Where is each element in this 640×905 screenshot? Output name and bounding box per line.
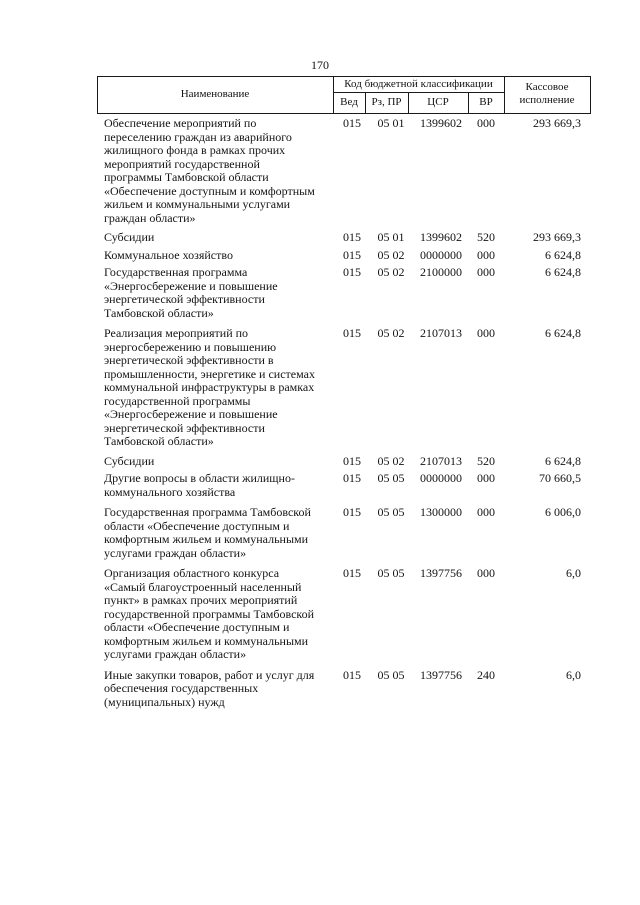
table-row	[0, 231, 640, 245]
row-name: Коммунальное хозяйство	[104, 247, 233, 262]
header-code-group: Код бюджетной классификации	[344, 78, 493, 90]
header-rz: Рз, ПР	[371, 96, 402, 108]
row-ved: 015	[343, 247, 361, 262]
row-ved: 015	[343, 230, 361, 244]
row-vr: 000	[477, 116, 495, 130]
row-name: Государственная программа «Энергосбережение и повышение энергетической эффективности Тамбовской области»	[104, 265, 278, 320]
row-vr: 000	[477, 326, 495, 340]
row-vr: 000	[477, 471, 495, 485]
row-rz: 05 01	[377, 230, 405, 244]
row-name: Иные закупки товаров, работ и услуг для обеспечения государственных (муниципальных) нужд	[104, 667, 315, 709]
row-kas: 293 669,3	[533, 230, 581, 244]
row-kas: 293 669,3	[533, 116, 581, 130]
row-csr: 1397756	[420, 566, 462, 580]
row-rz: 05 05	[377, 566, 405, 580]
header-top-border	[97, 76, 591, 77]
row-csr: 0000000	[420, 247, 462, 262]
row-rz: 05 05	[377, 505, 405, 519]
row-csr: 2107013	[420, 326, 462, 340]
row-kas: 6,0	[566, 566, 581, 580]
header-vr: ВР	[479, 96, 493, 108]
table-row	[0, 117, 640, 225]
row-csr: 1300000	[420, 505, 462, 519]
row-name: Обеспечение мероприятий по переселению граждан из аварийного жилищного фонда в рамках прочих мероприятий государственной программы Тамбовской области «Обеспечение доступным и комфортным жильем и коммунальными услугами граждан области»	[104, 116, 315, 225]
row-kas: 6,0	[566, 667, 581, 682]
code-group-divider	[333, 92, 504, 93]
row-name: Государственная программа Тамбовской области «Обеспечение доступным и комфортным жильем и коммунальными услугами граждан области»	[104, 505, 311, 560]
table-row	[0, 327, 640, 449]
row-kas: 6 624,8	[545, 265, 581, 279]
row-rz: 05 01	[377, 116, 405, 130]
table-row	[0, 472, 640, 499]
header-kas: Кассовое исполнение	[519, 81, 575, 106]
table-row	[0, 266, 640, 320]
header-ved: Вед	[340, 96, 358, 108]
row-vr: 520	[477, 230, 495, 244]
table-row	[0, 249, 640, 263]
row-vr: 000	[477, 566, 495, 580]
row-kas: 6 624,8	[545, 247, 581, 262]
table-row	[0, 567, 640, 662]
row-name: Субсидии	[104, 230, 155, 244]
row-kas: 6 624,8	[545, 453, 581, 468]
row-csr: 2100000	[420, 265, 462, 279]
row-vr: 520	[477, 453, 495, 468]
row-rz: 05 02	[377, 326, 405, 340]
row-ved: 015	[343, 453, 361, 468]
header-csr: ЦСР	[427, 96, 449, 108]
table-row	[0, 669, 640, 710]
header-name: Наименование	[180, 88, 250, 100]
row-ved: 015	[343, 265, 361, 279]
row-kas: 70 660,5	[539, 471, 581, 485]
row-csr: 0000000	[420, 471, 462, 485]
row-csr: 1399602	[420, 230, 462, 244]
table-body	[0, 117, 640, 709]
row-ved: 015	[343, 326, 361, 340]
row-vr: 000	[477, 265, 495, 279]
table-row	[0, 506, 640, 560]
row-ved: 015	[343, 471, 361, 485]
row-rz: 05 02	[377, 453, 405, 468]
row-vr: 240	[477, 667, 495, 682]
row-vr: 000	[477, 505, 495, 519]
row-kas: 6 006,0	[545, 505, 581, 519]
row-name: Организация областного конкурса «Самый благоустроенный населенный пункт» в рамках прочих мероприятий государственной программы Тамбовской области «Обеспечение доступным и комфортным жильем и коммунальными услугами граждан области»	[104, 566, 315, 661]
page-number: 170	[311, 58, 329, 72]
row-name: Другие вопросы в области жилищно- коммунального хозяйства	[104, 471, 295, 499]
row-rz: 05 02	[377, 247, 405, 262]
row-csr: 1397756	[420, 667, 462, 682]
row-rz: 05 02	[377, 265, 405, 279]
row-ved: 015	[343, 505, 361, 519]
row-name: Реализация мероприятий по энергосбережению и повышению энергетической эффективности в промышленности, энергетике и системах коммунальной инфраструктуры в рамках государственной программы «Энергосбережение и повышение энергетической эффективности Тамбовской области»	[104, 326, 315, 448]
row-kas: 6 624,8	[545, 326, 581, 340]
header-bottom-border	[97, 113, 591, 114]
row-ved: 015	[343, 566, 361, 580]
row-rz: 05 05	[377, 667, 405, 682]
row-vr: 000	[477, 247, 495, 262]
header-right-border	[590, 76, 591, 114]
row-csr: 1399602	[420, 116, 462, 130]
row-csr: 2107013	[420, 453, 462, 468]
table-row	[0, 455, 640, 469]
row-rz: 05 05	[377, 471, 405, 485]
row-ved: 015	[343, 667, 361, 682]
table-header	[97, 76, 591, 114]
row-name: Субсидии	[104, 453, 155, 468]
row-ved: 015	[343, 116, 361, 130]
